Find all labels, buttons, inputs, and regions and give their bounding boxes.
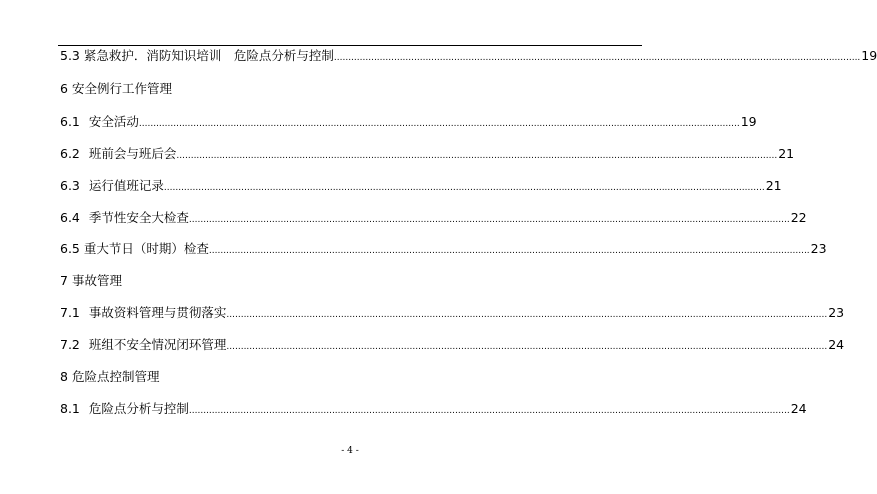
toc-section-label: 安全例行工作管理 — [71, 81, 172, 96]
leader-dots: .................................................................................................................................................................................................................. — [176, 151, 778, 161]
toc-section-8[interactable]: 8 危险点控制管理 — [60, 369, 160, 384]
toc-page-number: 22 — [790, 210, 807, 225]
toc-entry-6-5[interactable] — [60, 241, 827, 259]
toc-section-label: 危险点控制管理 — [71, 369, 160, 384]
toc-entry-6-3[interactable] — [60, 178, 782, 196]
toc-page-number: 21 — [765, 178, 782, 193]
toc-entry-label: 6.3 运行值班记录 — [60, 178, 164, 193]
toc-entry-6-2[interactable] — [60, 146, 795, 164]
toc-page-number: 23 — [810, 241, 827, 256]
toc-entry-7-2[interactable] — [60, 337, 845, 355]
leader-dots: .................................................................................................................................................................................................................. — [208, 246, 810, 256]
leader-dots: ........................................................................................................................................................................................ — [333, 53, 861, 63]
toc-section-6[interactable]: 6 安全例行工作管理 — [60, 81, 172, 96]
leader-dots: .................................................................................................................................................................................................................. — [163, 183, 765, 193]
toc-section-7[interactable]: 7 事故管理 — [60, 273, 122, 288]
header-rule — [58, 45, 642, 46]
toc-page-number: 23 — [828, 305, 845, 320]
toc-entry-6-1[interactable] — [60, 114, 757, 132]
toc-entry-label: 6.1 安全活动 — [60, 114, 139, 129]
page-footer-number: - 4 - — [341, 446, 359, 456]
toc-entry-label: 7.2 班组不安全情况闭环管理 — [60, 337, 227, 352]
toc-page-number: 21 — [778, 146, 795, 161]
toc-entry-label: 6.4 季节性安全大检查 — [60, 210, 189, 225]
toc-entry-8-1[interactable] — [60, 401, 807, 419]
toc-page-number: 24 — [790, 401, 807, 416]
toc-page-number: 19 — [861, 48, 877, 63]
toc-entry-7-1[interactable] — [60, 305, 845, 323]
leader-dots: .................................................................................................................................................................................................................. — [138, 119, 740, 129]
toc-entry-6-4[interactable] — [60, 210, 807, 228]
toc-entry-label: 6.5 重大节日（时期）检查 — [60, 241, 209, 256]
toc-entry-5-3[interactable] — [60, 48, 877, 66]
toc-page-number: 19 — [740, 114, 757, 129]
toc-entry-label: 8.1 危险点分析与控制 — [60, 401, 189, 416]
toc-section-label: 事故管理 — [71, 273, 122, 288]
leader-dots: .................................................................................................................................................................................................................. — [188, 215, 790, 225]
leader-dots: .................................................................................................................................................................................................................. — [226, 310, 828, 320]
toc-entry-label: 6.2 班前会与班后会 — [60, 146, 177, 161]
leader-dots: .................................................................................................................................................................................................................. — [188, 406, 790, 416]
toc-page-number: 24 — [828, 337, 845, 352]
toc-entry-label: 7.1 事故资料管理与贯彻落实 — [60, 305, 227, 320]
toc-entry-label: 5.3 紧急救护．消防知识培训 危险点分析与控制 — [60, 48, 334, 63]
leader-dots: .................................................................................................................................................................................................................. — [226, 342, 828, 352]
